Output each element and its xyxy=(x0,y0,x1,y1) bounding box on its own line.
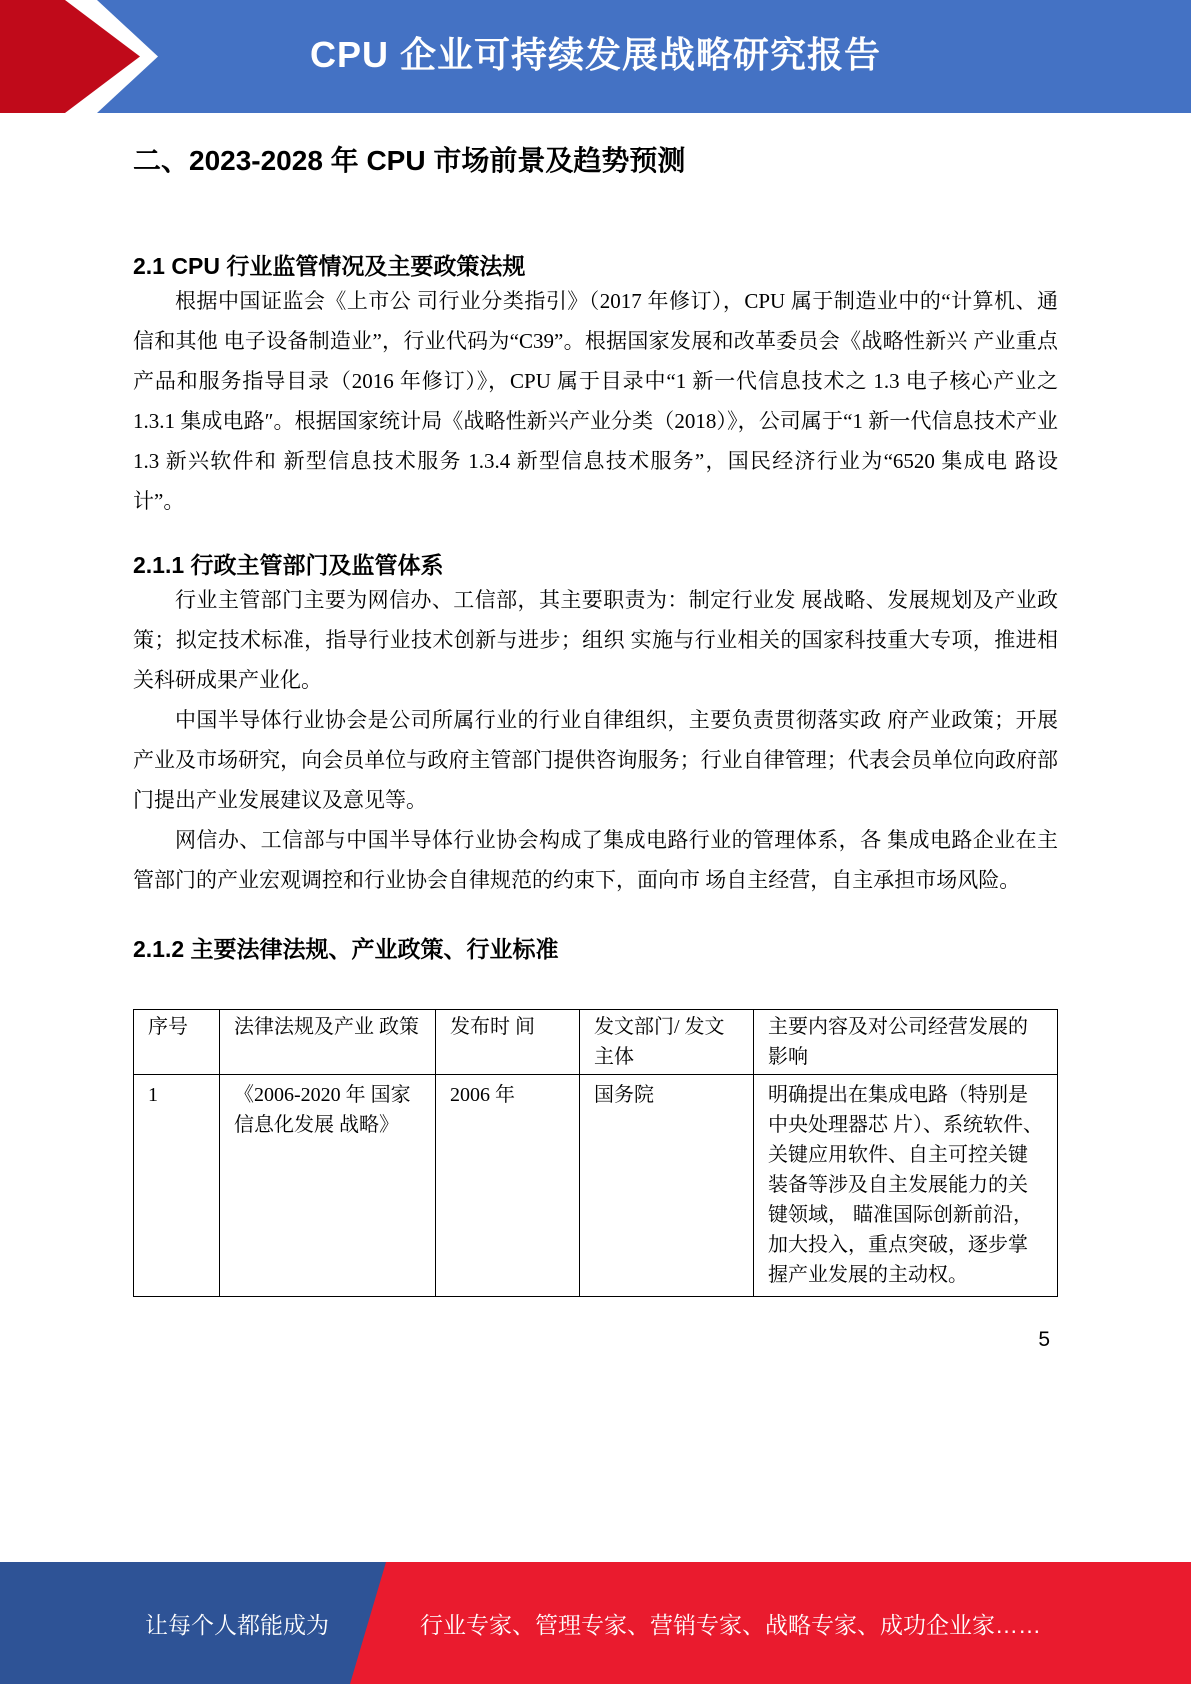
regulations-table xyxy=(133,1009,1058,1297)
table-header-cell-date: 发布时 间 xyxy=(436,1010,580,1075)
table-cell-issuer: 国务院 xyxy=(580,1075,754,1297)
footer-slogan-left: 让每个人都能成为 xyxy=(145,1611,329,1638)
table-header-cell-issuer: 发文部门/ 发文主体 xyxy=(580,1010,754,1075)
paragraph-association: 中国半导体行业协会是公司所属行业的行业自律组织，主要负责贯彻落实政 府产业政策；开展产业及市场研究，向会员单位与政府主管部门提供咨询服务；行业自律管理；代表会员单位向政府部门提出产业发展建议及意见等。 xyxy=(133,708,1058,812)
footer-slogan-right: 行业专家、管理专家、营销专家、战略专家、成功企业家…… xyxy=(420,1611,1041,1638)
page-header xyxy=(0,0,1191,113)
report-title: CPU 企业可持续发展战略研究报告 xyxy=(309,34,881,75)
table-cell-date: 2006 年 xyxy=(436,1075,580,1297)
section-heading-2-1-2: 2.1.2 主要法律法规、产业政策、行业标准 xyxy=(133,936,559,962)
paragraph-authorities: 行业主管部门主要为网信办、工信部，其主要职责为：制定行业发 展战略、发展规划及产业政策；拟定技术标准，指导行业技术创新与进步；组织 实施与行业相关的国家科技重大专项，推进相关科研成果产业化。 xyxy=(133,588,1058,692)
section-heading-2-1-1: 2.1.1 行政主管部门及监管体系 xyxy=(133,552,444,578)
table-cell-content: 明确提出在集成电路（特别是中央处理器芯 片）、系统软件、关键应用软件、自主可控关键装备等涉及自主发展能力的关键领域， 瞄准国际创新前沿，加大投入，重点突破，逐步掌握产业发展的主动权。 xyxy=(754,1075,1058,1297)
table-header-cell-policy: 法律法规及产业 政策 xyxy=(220,1010,436,1075)
section-heading-2-1: 2.1 CPU 行业监管情况及主要政策法规 xyxy=(133,253,526,279)
table-row xyxy=(134,1075,1058,1297)
page-footer xyxy=(0,1562,1191,1684)
table-cell-policy: 《2006-2020 年 国家信息化发展 战略》 xyxy=(220,1075,436,1297)
page-number: 5 xyxy=(1038,1328,1050,1351)
chapter-heading: 二、2023-2028 年 CPU 市场前景及趋势预测 xyxy=(133,145,686,176)
table-header-row xyxy=(134,1010,1058,1075)
table-header-cell-content: 主要内容及对公司经营发展的影响 xyxy=(754,1010,1058,1075)
document-body xyxy=(133,144,1058,1353)
paragraph-industry-classification: 根据中国证监会《上市公 司行业分类指引》（2017 年修订），CPU 属于制造业中的“计算机、通信和其他 电子设备制造业”，行业代码为“C39”。根据国家发展和改革委员会《战略性新兴 产业重点产品和服务指导目录（2016 年修订）》，CPU 属于目录中“1 新一代信息技术之 1.3 电子核心产业之 1.3.1 集成电路″。根据国家统计局《战略性新兴产业分类（2018）》，公司属于“1 新一代信息技术产业 1.3 新兴软件和 新型信息技术服务 1.3.4 新型信息技术服务”，国民经济行业为“6520 集成电 路设计”。 xyxy=(133,289,1058,513)
table-header-cell-index: 序号 xyxy=(134,1010,220,1075)
table-cell-index: 1 xyxy=(134,1075,220,1297)
paragraph-management-system: 网信办、工信部与中国半导体行业协会构成了集成电路行业的管理体系，各 集成电路企业在主管部门的产业宏观调控和行业协会自律规范的约束下，面向市 场自主经营，自主承担市场风险。 xyxy=(133,828,1058,892)
